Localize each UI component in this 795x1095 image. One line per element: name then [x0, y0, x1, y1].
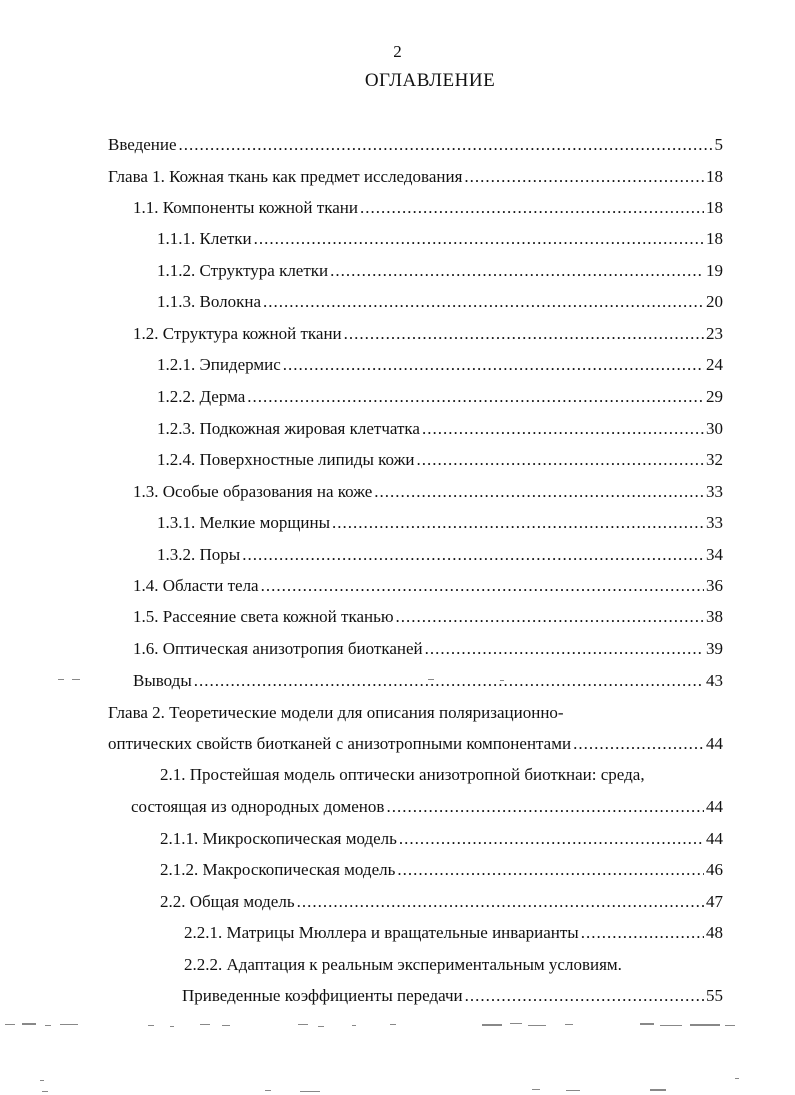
- leader-dots: [464, 163, 704, 191]
- leader-dots: [332, 509, 704, 537]
- toc-entry-page: 29: [706, 387, 723, 406]
- toc-entry-title: 1.1.3. Волокна: [157, 292, 262, 311]
- page-title: ОГЛАВЛЕНИЕ: [364, 70, 496, 91]
- toc-entry-page: 18: [706, 229, 723, 248]
- leader-dots: [573, 730, 704, 758]
- toc-entry-conclusions[interactable]: [133, 667, 723, 695]
- toc-entry-page: 33: [706, 513, 723, 532]
- leader-dots: [386, 793, 704, 821]
- toc-entry-title: 1.1.1. Клетки: [157, 229, 252, 248]
- toc-entry-title: 2.2. Общая модель: [160, 892, 295, 911]
- leader-dots: [360, 194, 704, 222]
- toc-entry-page: 46: [706, 860, 723, 879]
- toc-entry-page: 43: [706, 671, 723, 690]
- leader-dots: [422, 415, 704, 443]
- toc-entry-chapter-2-line1[interactable]: Глава 2. Теоретические модели для описания поляризационно-: [108, 703, 564, 722]
- leader-dots: [416, 446, 704, 474]
- toc-entry-page: 5: [714, 135, 723, 154]
- toc-entry-title: 1.2.2. Дерма: [157, 387, 246, 406]
- toc-entry-1-4[interactable]: [133, 572, 723, 600]
- toc-entry-title: 1.1.2. Структура клетки: [157, 261, 329, 280]
- toc-entry-page: 24: [706, 355, 723, 374]
- leader-dots: [581, 919, 704, 947]
- toc-entry-2-2-2-line1[interactable]: 2.2.2. Адаптация к реальным экспериментальным условиям.: [184, 955, 622, 974]
- leader-dots: [399, 825, 704, 853]
- toc-entry-page: 33: [706, 482, 723, 501]
- toc-entry-1-2-2[interactable]: [157, 383, 723, 411]
- toc-entry-2-2[interactable]: [160, 888, 723, 916]
- toc-entry-title: 2.1.1. Микроскопическая модель: [160, 829, 397, 848]
- toc-entry-1-2[interactable]: [133, 320, 723, 348]
- toc-entry-title: 1.2.4. Поверхностные липиды кожи: [157, 450, 415, 469]
- toc-entry-title: Выводы: [133, 671, 192, 690]
- toc-entry-intro[interactable]: [108, 131, 723, 159]
- leader-dots: [254, 225, 704, 253]
- toc-entry-title: 1.3.2. Поры: [157, 545, 241, 564]
- leader-dots: [247, 383, 704, 411]
- leader-dots: [374, 478, 704, 506]
- leader-dots: [179, 131, 713, 159]
- leader-dots: [263, 288, 704, 316]
- toc-entry-1-3-1[interactable]: [157, 509, 723, 537]
- toc-entry-page: 32: [706, 450, 723, 469]
- leader-dots: [194, 667, 704, 695]
- toc-entry-title: 2.1.2. Макроскопическая модель: [160, 860, 396, 879]
- toc-entry-title: 1.6. Оптическая анизотропия биотканей: [133, 639, 423, 658]
- toc-entry-2-1-line1[interactable]: 2.1. Простейшая модель оптически анизотропной биоткнаи: среда,: [160, 765, 645, 784]
- toc-entry-2-2-1[interactable]: [184, 919, 723, 947]
- toc-entry-page: 20: [706, 292, 723, 311]
- toc-entry-page: 44: [706, 829, 723, 848]
- toc-entry-1-5[interactable]: [133, 603, 723, 631]
- toc-entry-1-3-2[interactable]: [157, 541, 723, 569]
- page-number: 2: [393, 42, 402, 61]
- toc-entry-page: 44: [706, 797, 723, 816]
- toc-entry-title: 1.2. Структура кожной ткани: [133, 324, 342, 343]
- toc-entry-1-3[interactable]: [133, 478, 723, 506]
- leader-dots: [330, 257, 704, 285]
- toc-entry-title: Введение: [108, 135, 177, 154]
- toc-entry-title: 1.2.1. Эпидермис: [157, 355, 281, 374]
- toc-entry-1-6[interactable]: [133, 635, 723, 663]
- leader-dots: [465, 982, 704, 1010]
- leader-dots: [283, 351, 704, 379]
- toc-entry-page: 38: [706, 607, 723, 626]
- toc-entry-title: Глава 1. Кожная ткань как предмет исследования: [108, 167, 463, 186]
- toc-entry-page: 55: [706, 986, 723, 1005]
- toc-entry-2-2-2[interactable]: [182, 982, 723, 1010]
- toc-entry-chapter-2[interactable]: [108, 730, 723, 758]
- toc-entry-page: 18: [706, 167, 723, 186]
- leader-dots: [396, 603, 704, 631]
- toc-entry-1-2-3[interactable]: [157, 415, 723, 443]
- leader-dots: [261, 572, 704, 600]
- toc-entry-page: 47: [706, 892, 723, 911]
- toc-entry-title: 1.5. Рассеяние света кожной тканью: [133, 607, 394, 626]
- toc-entry-title: 1.1. Компоненты кожной ткани: [133, 198, 358, 217]
- toc-entry-title: 1.3. Особые образования на коже: [133, 482, 373, 501]
- toc-entry-page: 34: [706, 545, 723, 564]
- toc-entry-1-1-2[interactable]: [157, 257, 723, 285]
- toc-entry-title: Приведенные коэффициенты передачи: [182, 986, 463, 1005]
- leader-dots: [344, 320, 704, 348]
- toc-entry-title: 1.2.3. Подкожная жировая клетчатка: [157, 419, 420, 438]
- toc-entry-title: 1.4. Области тела: [133, 576, 259, 595]
- leader-dots: [397, 856, 704, 884]
- toc-entry-title: 1.3.1. Мелкие морщины: [157, 513, 331, 532]
- toc-entry-page: 19: [706, 261, 723, 280]
- toc-entry-chapter-1[interactable]: [108, 163, 723, 191]
- toc-entry-title: оптических свойств биотканей с анизотропными компонентами: [108, 734, 572, 753]
- toc-entry-1-2-4[interactable]: [157, 446, 723, 474]
- toc-entry-page: 48: [706, 923, 723, 942]
- leader-dots: [242, 541, 704, 569]
- toc-entry-page: 44: [706, 734, 723, 753]
- toc-entry-2-1[interactable]: [131, 793, 723, 821]
- toc-entry-page: 30: [706, 419, 723, 438]
- toc-entry-1-1-3[interactable]: [157, 288, 723, 316]
- toc-entry-1-1-1[interactable]: [157, 225, 723, 253]
- toc-entry-title: 2.2.1. Матрицы Мюллера и вращательные инварианты: [184, 923, 579, 942]
- toc-entry-page: 23: [706, 324, 723, 343]
- toc-entry-page: 39: [706, 639, 723, 658]
- toc-entry-page: 18: [706, 198, 723, 217]
- toc-entry-2-1-2[interactable]: [160, 856, 723, 884]
- leader-dots: [425, 635, 704, 663]
- toc-entry-1-1[interactable]: [133, 194, 723, 222]
- leader-dots: [297, 888, 704, 916]
- toc-entry-page: 36: [706, 576, 723, 595]
- toc-entry-1-2-1[interactable]: [157, 351, 723, 379]
- toc-entry-2-1-1[interactable]: [160, 825, 723, 853]
- toc-entry-title: состоящая из однородных доменов: [131, 797, 385, 816]
